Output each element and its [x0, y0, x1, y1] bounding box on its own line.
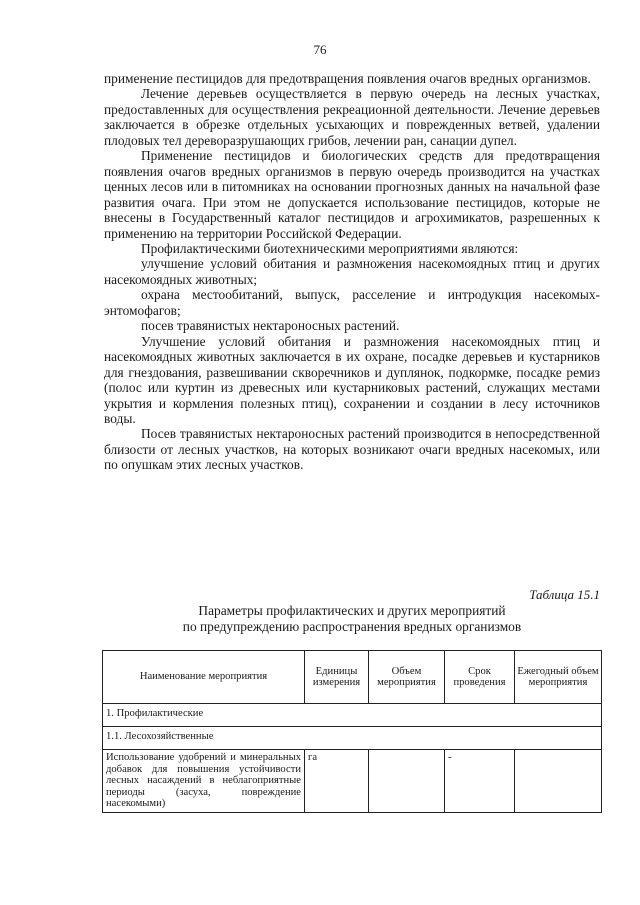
table-row — [103, 750, 602, 813]
paragraph: Посев травянистых нектароносных растений производится в непосредственной близости от лесных участков, на которых возникают очаги вредных насекомых, или по опушкам этих лесных участков. — [104, 426, 600, 473]
paragraph: Применение пестицидов и биологических средств для предотвращения появления очагов вредных организмов в первую очередь производится на участках ценных лесов или в питомниках на основании прогнозных данных на начальной фазе развития очага. При этом не допускается использование пестицидов, которые не внесены в Государственный каталог пестицидов и агрохимикатов, разрешенных к применению на территории Российской Федерации. — [104, 148, 600, 241]
parameters-table — [102, 650, 602, 813]
table-title — [104, 603, 600, 635]
table-title-line: Параметры профилактических и других мероприятий — [198, 603, 506, 618]
paragraph: Улучшение условий обитания и размножения насекомоядных птиц и насекомоядных животных заключается в их охране, посадке деревьев и кустарников для гнездования, развешивании скворечников и дуплянок, подкормке, посадке ремиз (полос или куртин из древесных или кустарниковых растений, служащих местами укрытия и кормления полезных птиц), сохранении и создании в лесу источников воды. — [104, 333, 600, 426]
paragraph: улучшение условий обитания и размножения насекомоядных птиц и других насекомоядных животных; — [104, 256, 600, 287]
page-number: 76 — [313, 42, 327, 57]
header-unit: Единицы измерения — [305, 651, 369, 704]
section-label: 1.1. Лесохозяйственные — [103, 727, 602, 750]
header-annual: Ежегодный объем мероприятия — [515, 651, 602, 704]
table-header-row — [103, 651, 602, 704]
paragraph: посев травянистых нектароносных растений. — [141, 318, 400, 334]
cell-annual — [515, 750, 602, 813]
paragraph: Лечение деревьев осуществляется в первую очередь на лесных участках, предоставленных для осуществления рекреационной деятельности. Лечение деревьев заключается в обрезке отдельных усыхающих и поврежденных ветвей, удалении плодовых тел дереворазрушающих грибов, лечении ран, санации дупел. — [104, 86, 600, 148]
paragraph: Профилактическими биотехническими мероприятиями являются: — [141, 240, 519, 256]
body-text — [104, 71, 600, 473]
table-caption: Таблица 15.1 — [529, 587, 600, 602]
table-title-line: по предупреждению распространения вредных организмов — [182, 619, 522, 634]
paragraph: охрана местообитаний, выпуск, расселение и интродукция насекомых-энтомофагов; — [104, 287, 600, 318]
header-volume: Объем мероприятия — [369, 651, 445, 704]
table-section-row — [103, 727, 602, 750]
cell-name: Использование удобрений и минеральных добавок для повышения устойчивости лесных насаждений в неблагоприятные периоды (засуха, повреждение насекомыми) — [103, 750, 305, 813]
header-term: Срок проведения — [445, 651, 515, 704]
cell-term: - — [445, 750, 515, 813]
paragraph: применение пестицидов для предотвращения появления очагов вредных организмов. — [104, 71, 591, 86]
cell-volume — [369, 750, 445, 813]
table-section-row — [103, 704, 602, 727]
cell-unit: га — [305, 750, 369, 813]
section-label: 1. Профилактические — [103, 704, 602, 727]
header-name: Наименование мероприятия — [103, 651, 305, 704]
